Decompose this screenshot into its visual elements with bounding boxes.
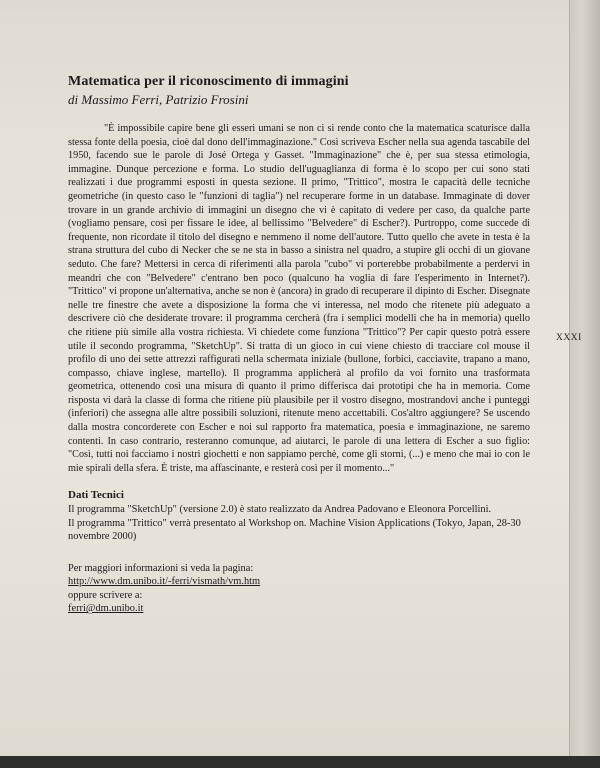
article (68, 74, 530, 616)
article-title: Matematica per il riconoscimento di immagini (68, 74, 349, 89)
tech-line-sketchup: Il programma "SketchUp" (versione 2.0) è stato realizzato da Andrea Padovano e Eleonora Porcellini. (68, 504, 492, 516)
page-number: XXXI (556, 333, 582, 343)
info-intro: Per maggiori informazioni si veda la pagina: (68, 562, 254, 574)
article-body: "È impossibile capire bene gli esseri umani se non ci si rende conto che la matematica scaturisce dalla stessa fonte della poesia, cioè dal dono dell'immaginazione." Così scriveva Escher nella sua agenda tascabile del 1950, facendo sue le parole di José Ortega y Gasset. "Immaginazione" che è, per sua stessa etimologia, immagine. Dunque percezione e forma. Lo studio dell'uguaglianza di forma è lo scopo per cui sono stati realizzati i due programmi esposti in questa sezione. Il primo, "Trittico", mostra le capacità delle tecniche geometriche (in questo caso le "funzioni di taglia") nel recuperare forme in un database. Immaginate di dover trovare in un grande archivio di immagini un disegno che vi è capitato di vedere per caso, da qualche parte (vogliamo pensare, così per fissare le idee, al bellissimo "Belvedere" di Escher?). Purtroppo, come succede di frequente, non ricordate il titolo del disegno e nemmeno il nome dell'autore. Tutto quello che avete in testa è la strana struttura del cubo di Necker che se ne sta in basso a sinistra nel quadro, a stupire gli occhi di un giovane seduto. Che fare? Mettersi in cerca di riferimenti alla parola "cubo" vi porterebbe probabilmente a perdervi in meandri che con "Belvedere" c'entrano ben poco (qualcuno ha voglia di fare l'esperimento in Internet?). "Trittico" vi propone un'alternativa, anche se non è (ancora) in grado di recuperare il dipinto di Escher. Disegnate nelle tre finestre che avete a disposizione la forma che vi interessa, nel modo che ritenete più adeguato a descrivere ciò che desiderate trovare: il programma cercherà (fra i semplici modelli che ha in memoria) quello che ritiene più simile alla vostra richiesta. Vi chiedete come funziona "Trittico"? Per capir questo potrà essere utile il secondo programma, "SketchUp". Si tratta di un gioco in cui viene chiesto di tracciare col mouse il profilo di uno dei sette attrezzi raffigurati nella schermata iniziale (bullone, forbici, cacciavite, trapano a mano, compasso, chiave inglese, martello). Il programma applicherà al profilo da voi fornito una trasformata geometrica, ottenendo così una misura di quanto il primo differisca dai prototipi che ha in memoria. Come risposta vi darà la classe di forma che ritiene più plausibile per il vostro disegno, mostrandovi anche i punteggi (inferiori) che assegna alle altre possibili soluzioni, ritenute meno accettabili. Cos'altro aggiungere? Se uscendo dalla mostra concorderete con Escher e noi sul rapporto fra matematica, poesia e immaginazione, ne saremo contenti. In caso contrario, resteranno comunque, ad aiutarci, le parole di una lettera di Escher a suo figlio: "Così, tutti noi facciamo i nostri giochetti e non sappiamo perchè, come gli storni, (...) e meno che mai io con le mie spirali della sfera. È triste, ma affascinante, e resterà così per il momento..." (68, 123, 530, 474)
info-email-link[interactable]: ferri@dm.unibo.it (68, 603, 144, 615)
tech-line-trittico: Il programma "Trittico" verrà presentato al Workshop on. Machine Vision Applications (Tokyo, Japan, 28-30 novembre 2000) (68, 517, 521, 543)
book-spine (569, 0, 600, 768)
info-block (68, 562, 530, 616)
background-strip (0, 756, 600, 768)
info-url-link[interactable]: http://www.dm.unibo.it/-ferri/vismath/vm.htm (68, 576, 261, 588)
article-authors: di Massimo Ferri, Patrizio Frosini (68, 92, 249, 107)
tech-heading: Dati Tecnici (68, 489, 124, 502)
info-write: oppure scrivere a: (68, 589, 143, 601)
